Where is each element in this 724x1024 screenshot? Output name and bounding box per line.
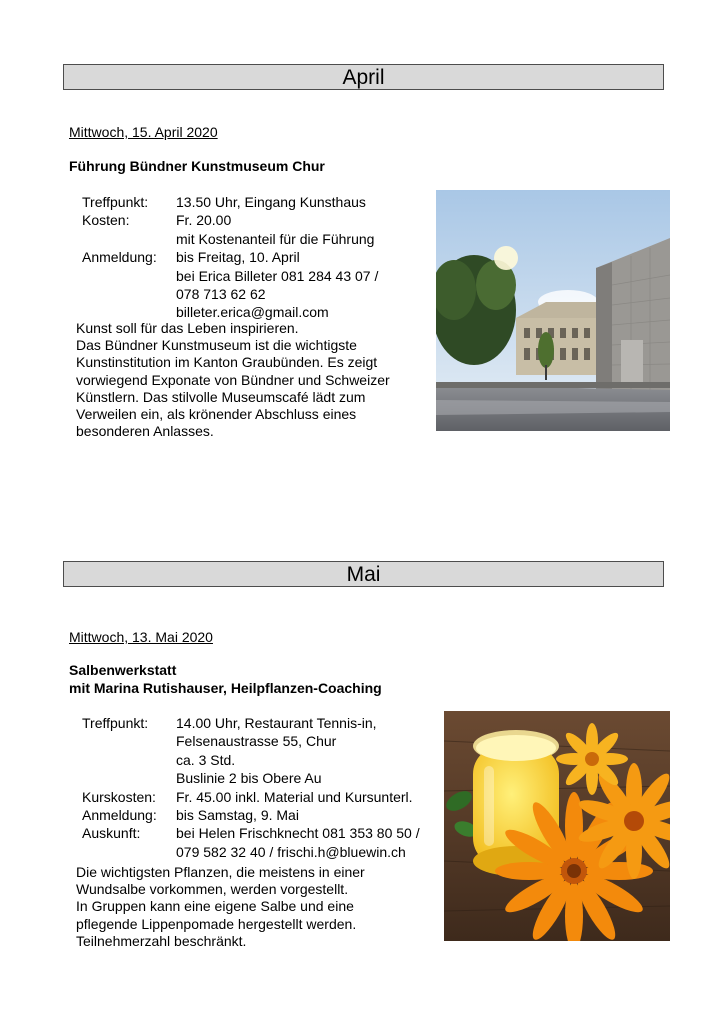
info-row [82, 714, 420, 732]
event-date: Mittwoch, 15. April 2020 [69, 124, 218, 140]
info-value: Felsenaustrasse 55, Chur [176, 733, 337, 750]
info-value: Buslinie 2 bis Obere Au [176, 770, 322, 787]
info-row [82, 193, 378, 211]
info-row [82, 824, 420, 842]
info-value: Fr. 45.00 inkl. Material und Kursunterl. [176, 788, 413, 805]
info-value: bis Samstag, 9. Mai [176, 807, 299, 824]
info-row [82, 732, 420, 750]
event-title-line: Salbenwerkstatt [69, 662, 177, 678]
info-row [82, 806, 420, 824]
event-info-table [82, 714, 420, 861]
info-label: Kosten: [82, 212, 130, 229]
description-line: Das Bündner Kunstmuseum ist die wichtigste [76, 337, 357, 354]
info-value: bis Freitag, 10. April [176, 249, 300, 266]
info-label [82, 230, 176, 248]
salve-calendula-photo [444, 711, 670, 941]
info-value: Fr. 20.00 [176, 212, 232, 229]
info-label [82, 267, 176, 285]
info-label [82, 769, 176, 787]
description-line: pflegende Lippenpomade hergestellt werden. [76, 915, 357, 932]
info-value: billeter.erica@gmail.com [176, 304, 329, 321]
description-line: Verweilen ein, als krönender Abschluss eines [76, 406, 357, 423]
description-line: Kunst soll für das Leben inspirieren. [76, 320, 299, 336]
event-title [69, 157, 325, 175]
info-label [82, 285, 176, 303]
event-title-line: Führung Bündner Kunstmuseum Chur [69, 158, 325, 174]
info-row [82, 248, 378, 266]
event-title-line: mit Marina Rutishauser, Heilpflanzen-Coaching [69, 680, 382, 696]
info-label [82, 732, 176, 750]
description-line: besonderen Anlasses. [76, 423, 214, 440]
info-row [82, 267, 378, 285]
info-label: Anmeldung: [82, 807, 157, 824]
info-label: Auskunft: [82, 825, 141, 842]
info-value: bei Erica Billeter 081 284 43 07 / [176, 267, 379, 284]
info-label [82, 843, 176, 861]
info-label: Kurskosten: [82, 788, 156, 805]
event-description [76, 320, 421, 440]
info-row [82, 788, 420, 806]
info-value: bei Helen Frischknecht 081 353 80 50 / [176, 825, 420, 842]
month-title: April [342, 66, 385, 89]
info-value: 13.50 Uhr, Eingang Kunsthaus [176, 194, 366, 210]
info-row [82, 843, 420, 861]
description-line: Die wichtigsten Pflanzen, die meistens in einer [76, 864, 365, 880]
info-value: 14.00 Uhr, Restaurant Tennis-in, [176, 715, 377, 731]
description-line: Künstlern. Das stilvolle Museumscafé lädt zum [76, 388, 366, 405]
event-date: Mittwoch, 13. Mai 2020 [69, 629, 213, 645]
description-line: Teilnehmerzahl beschränkt. [76, 932, 247, 949]
info-value: 078 713 62 62 [176, 286, 266, 303]
info-label: Anmeldung: [82, 249, 157, 266]
month-header-mai [63, 561, 664, 587]
info-row [82, 285, 378, 303]
event-title [69, 661, 382, 697]
info-value: ca. 3 Std. [176, 751, 236, 768]
info-value: mit Kostenanteil für die Führung [176, 230, 375, 247]
event-info-table [82, 193, 378, 322]
description-line: vorwiegend Exponate von Bündner und Schweizer [76, 371, 390, 388]
month-header-april [63, 64, 664, 90]
description-line: Kunstinstitution im Kanton Graubünden. Es zeigt [76, 354, 378, 371]
info-row [82, 230, 378, 248]
description-line: In Gruppen kann eine eigene Salbe und eine [76, 898, 354, 915]
info-value: 079 582 32 40 / frischi.h@bluewin.ch [176, 843, 406, 860]
month-title: Mai [346, 563, 381, 586]
info-label: Treffpunkt: [82, 194, 149, 210]
description-line: Wundsalbe vorkommen, werden vorgestellt. [76, 881, 349, 898]
info-row [82, 751, 420, 769]
museum-photo [436, 190, 670, 431]
info-row [82, 769, 420, 787]
info-row [82, 211, 378, 229]
info-label: Treffpunkt: [82, 715, 149, 731]
event-description [76, 864, 421, 950]
info-label [82, 751, 176, 769]
